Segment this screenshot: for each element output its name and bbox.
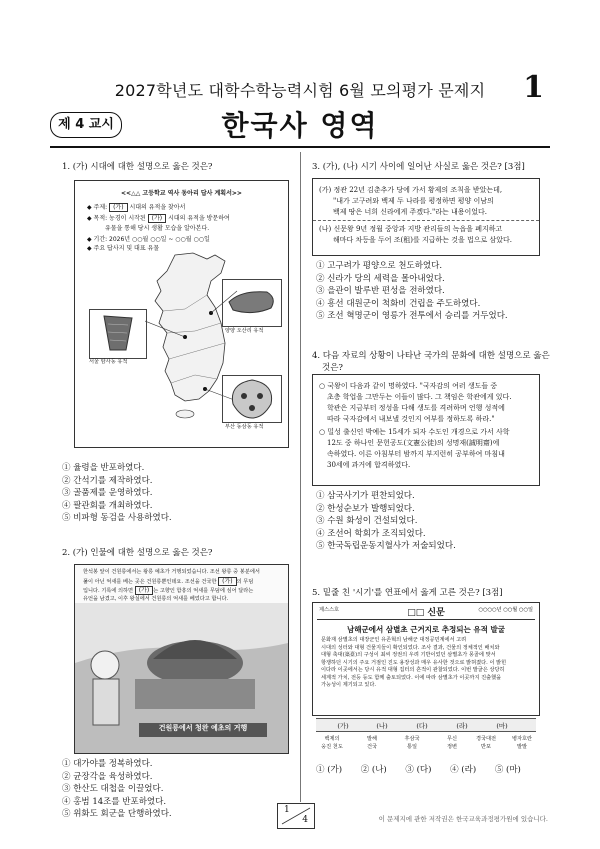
q4-paragraph-1: ○ 국왕이 다음과 같이 명하였다. "국자감의 여러 생도들 중 초층 학업을 그만두는 이들이 많다. 그 책임은 학관에게 있다. 학관은 지금부터 정성을 다해 생도를 격려하며 언행 성적에 따라 국자감에서 내보낼 것인지 여부를 정하도록 하라."	[319, 382, 512, 423]
q3-option-5[interactable]: ⑤ 조선 혁명군이 영릉가 전투에서 승리를 거두었다.	[316, 311, 508, 321]
artifact-stone-2	[222, 279, 282, 327]
q2-text: 한석봉 앞이 건원릉에서는 왕릉 예초가 거행되었습니다. 조선 왕릉 중 봉분에서 풀이 아닌 억새를 베는 곳은 건원릉뿐인데요. 조선을 건국한 (가) 의 무덤 입니다. 기록에 의하면 (가) 는 고향인 함흥의 억새를 무덤에 심어 달라는 유언을 남겼고, 이후 왕실에서 건원릉의 억새를 베었다고 합니다.	[83, 569, 260, 602]
q4-box	[312, 374, 540, 486]
q1-line5: ◆ 주요 답사지 및 대표 유물	[87, 245, 160, 252]
q3-option-2[interactable]: ② 신라가 당의 세력을 몰아내었다.	[316, 273, 445, 284]
q5-option-3[interactable]: ③ (다)	[405, 765, 432, 775]
q1-line1: ◆ 주제: (가) 시대의 유적을 찾아서	[87, 204, 186, 211]
q2-option-5[interactable]: ⑤ 위화도 회군을 단행하였다.	[62, 809, 172, 819]
q5-newspaper	[312, 602, 540, 716]
q1-option-3[interactable]: ③ 골품제를 운영하였다.	[62, 488, 153, 498]
q2-option-1[interactable]: ① 대가야를 정복하였다.	[62, 759, 153, 769]
q3-na: (나) 신문왕 9년 정월 중앙과 지방 관리들의 녹읍을 폐지하고 해마다 차등을 두어 조(租)를 지급하는 것을 법으로 삼았다.	[319, 225, 513, 244]
site3-label: 부산 동삼동 유적	[225, 424, 264, 430]
paper-headline: 남해군에서 삼별초 근거지로 추정되는 유적 발굴	[347, 625, 505, 634]
timeline-bar	[316, 718, 536, 732]
q3-option-3[interactable]: ③ 을관이 발루반 편성을 전하였다.	[316, 286, 445, 296]
q2-title: 2. (가) 인물에 대한 설명으로 옳은 것은?	[62, 548, 213, 558]
timeline-label-ra: (라)	[456, 722, 468, 730]
q4-option-3[interactable]: ③ 수원 화성이 건설되었다.	[316, 516, 418, 526]
stone-tool-icon	[223, 280, 281, 326]
timeline-events	[316, 736, 536, 756]
timeline-event-3: 후삼국 통일	[404, 736, 420, 750]
q1-option-2[interactable]: ② 간석기를 제작하였다.	[62, 475, 153, 486]
q1-title: 1. (가) 시대에 대한 설명으로 옳은 것은?	[62, 162, 213, 172]
q1-option-4[interactable]: ④ 팔관회를 개최하였다.	[62, 500, 153, 511]
subject-title: 한국사 영역	[221, 109, 379, 142]
q2-option-3[interactable]: ③ 한산도 대첩을 이끌었다.	[62, 784, 164, 794]
exam-title: 2027학년도 대학수학능력시험 6월 모의평가 문제지	[114, 81, 486, 100]
q2-option-2[interactable]: ② 균장각을 육성하였다.	[62, 771, 153, 782]
site2-label: 양양 오산리 유적	[225, 328, 264, 334]
q3-title: 3. (가), (나) 시기 사이에 일어난 사실로 옳은 것은? [3점]	[312, 162, 525, 172]
q2-caption: 건원릉에서 청완 예초의 거행	[158, 724, 248, 732]
q1-line2: ◆ 목적: 농경이 시작된 (가) 시대의 유적을 방문하여	[87, 215, 230, 222]
timeline-label-na: (나)	[376, 722, 388, 730]
timeline-label-da: (다)	[416, 722, 428, 730]
timeline-event-4: 무신 정변	[446, 736, 458, 750]
q3-box	[312, 178, 540, 256]
q5-option-2[interactable]: ② (나)	[360, 765, 387, 775]
q4-options	[316, 490, 456, 553]
q1-line4: ◆ 기간: 2026년 ○○월 ○○일 ~ ○○월 ○○일	[87, 236, 210, 243]
q3-options	[316, 260, 508, 323]
timeline-event-6: 병자호란 발발	[511, 736, 533, 750]
q4-option-4[interactable]: ④ 조선어 학회가 조직되었다.	[316, 528, 426, 539]
site1-label: 서울 암사동 유적	[89, 359, 128, 365]
q2-option-4[interactable]: ④ 홍범 14조를 반포하였다.	[62, 796, 167, 807]
q4-option-1[interactable]: ① 삼국사기가 편찬되었다.	[316, 491, 415, 501]
timeline-event-5: 경국대전 반포	[475, 736, 497, 750]
paper-issue: 제스스호	[319, 607, 340, 613]
pottery-icon	[90, 310, 146, 358]
page-number: 1	[523, 70, 544, 105]
q1-line3: 유물을 통해 당시 생활 모습을 알아본다.	[105, 225, 210, 232]
shell-mask-icon	[223, 376, 281, 422]
q1-box-heading: <<△△ 고등학교 역사 동아리 답사 계획서>>	[121, 190, 242, 197]
q5-option-5[interactable]: ⑤ (마)	[494, 765, 521, 775]
timeline-label-ma: (마)	[496, 722, 508, 730]
q1-option-1[interactable]: ① 율령을 반포하였다.	[62, 463, 145, 473]
fraction-slash-icon	[278, 804, 314, 828]
q3-option-1[interactable]: ① 고구려가 평양으로 천도하였다.	[316, 261, 443, 271]
q4-option-2[interactable]: ② 한성순보가 발행되었다.	[316, 503, 415, 514]
paper-body: 문화재 삼별초의 대장군인 유존혁의 남해군 대정공민계에서 고려 시대의 성터와 대형 건물지들이 확인되었다. 조사 결과, 건물의 정체적인 배치와 대형 축대(築臺)의 구성이 최씨 정권의 우려 기반이었던 삼별초가 몽골에 맞서 항쟁하던 시기의 주요 거점인 진도 용장성과 매우 유사한 것으로 밝혀졌다. 이 밝힌 이다라 이곳에서는 당시 유적 대형 집터의 흔적이 관찰되었다. 이번 발굴은 상당히 세계적 가치, 전등 등도 함께 출토되었다. 이에 따라 삼별초가 이곳까지 진출했을 가능성이 제기되고 있다.	[321, 637, 507, 688]
paper-name: □□ 신문	[407, 608, 445, 618]
q1-options	[62, 462, 172, 525]
q1-box	[74, 180, 289, 448]
q4-title: 4. 다음 자료의 상황이 나타난 국가의 문화에 대한 설명으로 옳은 것은?	[312, 351, 550, 373]
header-rule	[50, 146, 550, 148]
q1-option-5[interactable]: ⑤ 비파형 동검을 사용하였다.	[62, 513, 172, 523]
footer-page-current: 1	[284, 805, 290, 815]
q5-option-4[interactable]: ④ (라)	[450, 765, 477, 775]
timeline-event-1: 백제의 웅진 천도	[321, 736, 343, 750]
q2-options	[62, 758, 172, 821]
timeline-label-ga: (가)	[337, 722, 349, 730]
copyright-note: 이 문제지에 관한 저작권은 한국교육과정평가원에 있습니다.	[378, 815, 548, 823]
q3-ga: (가) 정관 22년 김춘추가 당에 가서 황제의 조칙을 받았는데, "내가 고구려와 백제 두 나라를 평정하면 평양 이남의 백제 땅은 너희 신라에게 주겠다."라는 내용이었다.	[319, 186, 503, 216]
q5-options	[316, 764, 540, 777]
artifact-shell-3	[222, 375, 282, 423]
footer-page-total: 4	[302, 815, 308, 825]
paper-date: ○○○○년 ○○월 ○○일	[478, 607, 533, 613]
q3-option-4[interactable]: ④ 흥선 대원군이 척화비 건립을 주도하였다.	[316, 298, 481, 309]
q5-option-1[interactable]: ① (가)	[316, 765, 343, 775]
artifact-pottery-1	[89, 309, 147, 359]
timeline-event-2: 발해 건국	[366, 736, 378, 750]
q5-title: 5. 밑줄 친 '시기'를 연표에서 옳게 고른 것은? [3점]	[312, 588, 503, 598]
q4-paragraph-2: ○ 밀성 출신인 박예는 15세가 되자 수도인 개경으로 가서 사학 12도 중 하나인 문헌공도(文憲公徒)의 성명재(誠明齋)에 속하였다. 이른 아침부터 밤까지 부지런히 공부하여 마침내 30세에 과거에 합격하였다.	[319, 428, 510, 469]
period-badge: 제 4 교시	[50, 112, 122, 138]
column-divider	[300, 152, 301, 802]
q4-option-5[interactable]: ⑤ 한국독립운동지혈사가 저술되었다.	[316, 541, 456, 551]
footer-page-box	[277, 803, 315, 829]
q2-box	[74, 564, 289, 754]
